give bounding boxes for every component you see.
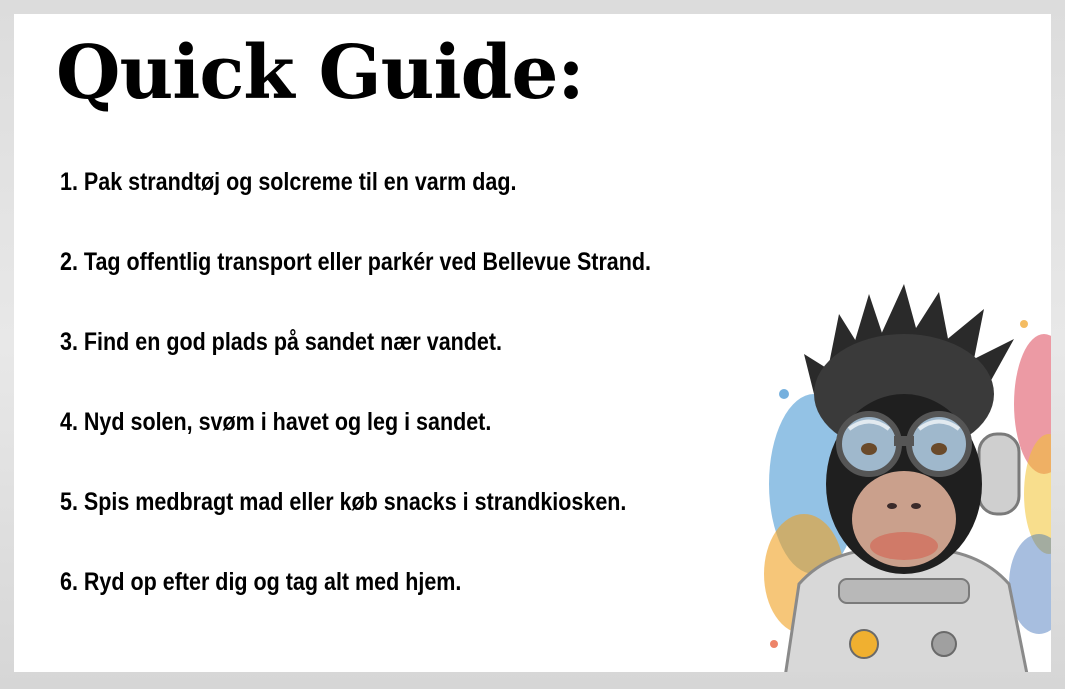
step-item-3: 3. Find en god plads på sandet nær vandet. bbox=[60, 328, 503, 356]
guide-card bbox=[14, 14, 1051, 672]
step-item-5: 5. Spis medbragt mad eller køb snacks i strandkiosken. bbox=[60, 488, 627, 516]
step-item-1: 1. Pak strandtøj og solcreme til en varm dag. bbox=[60, 168, 517, 196]
steps-list bbox=[60, 164, 747, 644]
step-item-4: 4. Nyd solen, svøm i havet og leg i sandet. bbox=[60, 408, 492, 436]
step-item-6: 6. Ryd op efter dig og tag alt med hjem. bbox=[60, 568, 462, 596]
page-title: Quick Guide: bbox=[56, 30, 584, 116]
step-item-2: 2. Tag offentlig transport eller parkér ved Bellevue Strand. bbox=[60, 248, 652, 276]
monkey-astronaut-icon bbox=[744, 284, 1051, 672]
